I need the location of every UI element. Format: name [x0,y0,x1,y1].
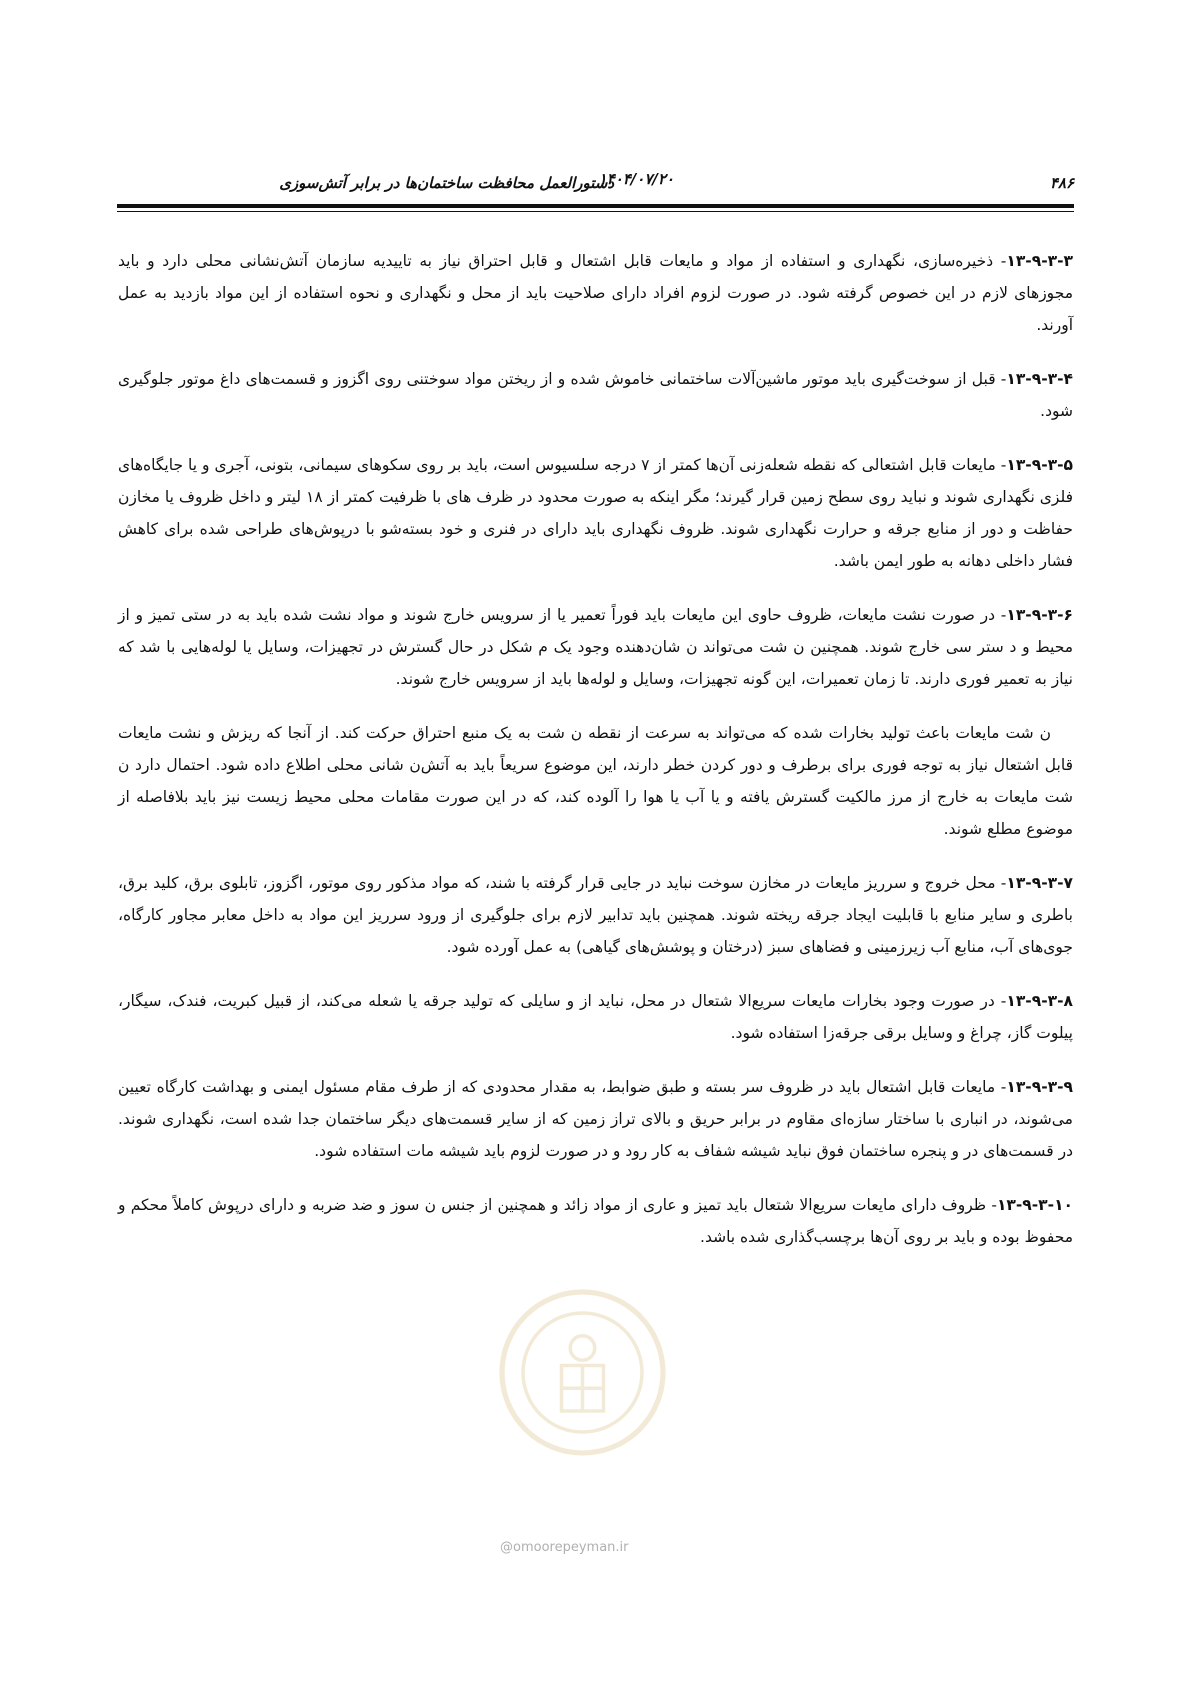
page-header [117,170,1074,194]
clause-number: ۱۳-۹-۳-۵ [1006,456,1073,474]
paragraph-13-9-3-4 [118,363,1073,427]
paragraph-text: - مایعات قابل اشتعال باید در ظروف سر بسته و طبق ضوابط، به مقدار محدودی که از طرف مقام مسئول ایمنی و بهداشت کارگاه تعیین می‌شوند، در انباری با ساختار سازه‌ای مقاوم در برابر حریق و بالای تراز زمین که از سایر قسمت‌های دیگر ساختمان جدا شده است، نگهداری شوند. در قسمت‌های در و پنجره ساختمان فوق نباید شیشه شفاف به کار رود و در صورت لزوم باید شیشه مات استفاده شود. [118,1078,1073,1160]
watermark-url: @omoorepeyman.ir [500,1540,629,1555]
paragraph-13-9-3-8 [118,985,1073,1049]
header-rule-thick [117,204,1074,208]
paragraph-13-9-3-9 [118,1071,1073,1167]
paragraph-13-9-3-5 [118,449,1073,577]
paragraph-text: - در صورت وجود بخارات مایعات سریع‌الا شتعال در محل، نباید از و سایلی که تولید جرقه یا شعله می‌کند، از قبیل کبریت، فندک، سیگار، پیلوت گاز، چراغ و وسایل برقی جرقه‌زا استفاده شود. [118,992,1073,1042]
paragraph-leak-note [118,717,1073,845]
clause-number: ۱۳-۹-۳-۹ [1006,1078,1073,1096]
paragraph-text: - ذخیره‌سازی، نگهداری و استفاده از مواد و مایعات قابل اشتعال و قابل احتراق نیاز به تاییدیه سازمان آتش‌نشانی محلی دارد و باید مجوزهای لازم در این خصوص گرفته شود. در صورت لزوم افراد دارای صلاحیت باید از محل و نگهداری و نحوه استفاده از این مواد بازدید به عمل آورند. [118,252,1073,334]
paragraph-text: - مایعات قابل اشتعالی که نقطه شعله‌زنی آن‌ها کمتر از ۷ درجه سلسیوس است، باید بر روی سکوهای سیمانی، بتونی، آجری و یا جایگاه‌های فلزی نگهداری شوند و نباید روی سطح زمین قرار گیرند؛ مگر اینکه به صورت محدود در ظرف های با ظرفیت کمتر از ۱۸ لیتر و داخل ظروف یا مخازن حفاظت و دور از منابع جرقه و حرارت نگهداری شوند. ظروف نگهداری باید دارای در فنری و خود بسته‌شو با درپوش‌های طراحی شده برای کاهش فشار داخلی دهانه به طور ایمن باشد. [118,456,1073,570]
header-rule-thin [117,211,1074,212]
header-title: دستورالعمل محافظت ساختمان‌ها در برابر آتش‌سوزی [279,174,614,192]
clause-number: ۱۳-۹-۳-۳ [1006,252,1073,270]
paragraph-text: - در صورت نشت مایعات، ظروف حاوی این مایعات باید فوراً تعمیر یا از سرویس خارج شوند و مواد نشت شده باید به در ستی تمیز و از محیط و د ستر سی خارج شوند. همچنین ن شت می‌تواند ن شان‌دهنده وجود یک م شکل در حال گسترش در تجهیزات، وسایل یا لوله‌هایی با شد که نیاز به تعمیر فوری دارند. تا زمان تعمیرات، این گونه تجهیزات، وسایل و لوله‌ها باید از سرویس خارج شوند. [118,606,1073,688]
clause-number: ۱۳-۹-۳-۱۰ [996,1196,1073,1214]
watermark-seal-icon [495,1285,670,1460]
document-body [118,245,1073,1275]
clause-number: ۱۳-۹-۳-۴ [1006,370,1073,388]
clause-number: ۱۳-۹-۳-۸ [1006,992,1073,1010]
header-date: ۱۴۰۴/۰۷/۲۰ [598,170,674,188]
paragraph-text: ن شت مایعات باعث تولید بخارات شده که می‌تواند به سرعت از نقطه ن شت به یک منبع احتراق حرکت کند. از آنجا که ریزش و نشت مایعات قابل اشتعال نیاز به توجه فوری برای برطرف و دور کردن خطر دارند، این موضوع سریعاً باید به آتش‌ن شانی محلی اطلاع داده شود. احتمال دارد ن شت مایعات به خارج از مرز مالکیت گسترش یافته و یا آب یا هوا را آلوده کند، که در این صورت مقامات محلی محیط زیست نیز باید بلافاصله از موضوع مطلع شوند. [118,724,1073,838]
paragraph-text: - ظروف دارای مایعات سریع‌الا شتعال باید تمیز و عاری از مواد زائد و همچنین از جنس ن سوز و ضد ضربه و دارای درپوش کاملاً محکم و محفوظ بوده و باید بر روی آن‌ها برچسب‌گذاری شده باشد. [118,1196,1073,1246]
paragraph-text: - محل خروج و سرریز مایعات در مخازن سوخت نباید در جایی قرار گرفته با شند، که مواد مذکور روی موتور، اگزوز، تابلوی برق، کلید برق، باطری و سایر منابع با قابلیت ایجاد جرقه ریخته شوند. همچنین باید تدابیر لازم برای جلوگیری از ورود سرریز این مواد به داخل معابر مجاور کارگاه، جوی‌های آب، منابع آب زیرزمینی و فضاهای سبز (درختان و پوشش‌های گیاهی) به عمل آورده شود. [118,874,1073,956]
page-number: ۴۸۶ [1049,174,1074,192]
paragraph-13-9-3-10 [118,1189,1073,1253]
paragraph-13-9-3-3 [118,245,1073,341]
paragraph-text: - قبل از سوخت‌گیری باید موتور ماشین‌آلات ساختمانی خاموش شده و از ریختن مواد سوختنی روی اگزوز و قسمت‌های داغ موتور جلوگیری شود. [118,370,1073,420]
clause-number: ۱۳-۹-۳-۷ [1006,874,1073,892]
clause-number: ۱۳-۹-۳-۶ [1006,606,1073,624]
paragraph-13-9-3-7 [118,867,1073,963]
paragraph-13-9-3-6 [118,599,1073,695]
